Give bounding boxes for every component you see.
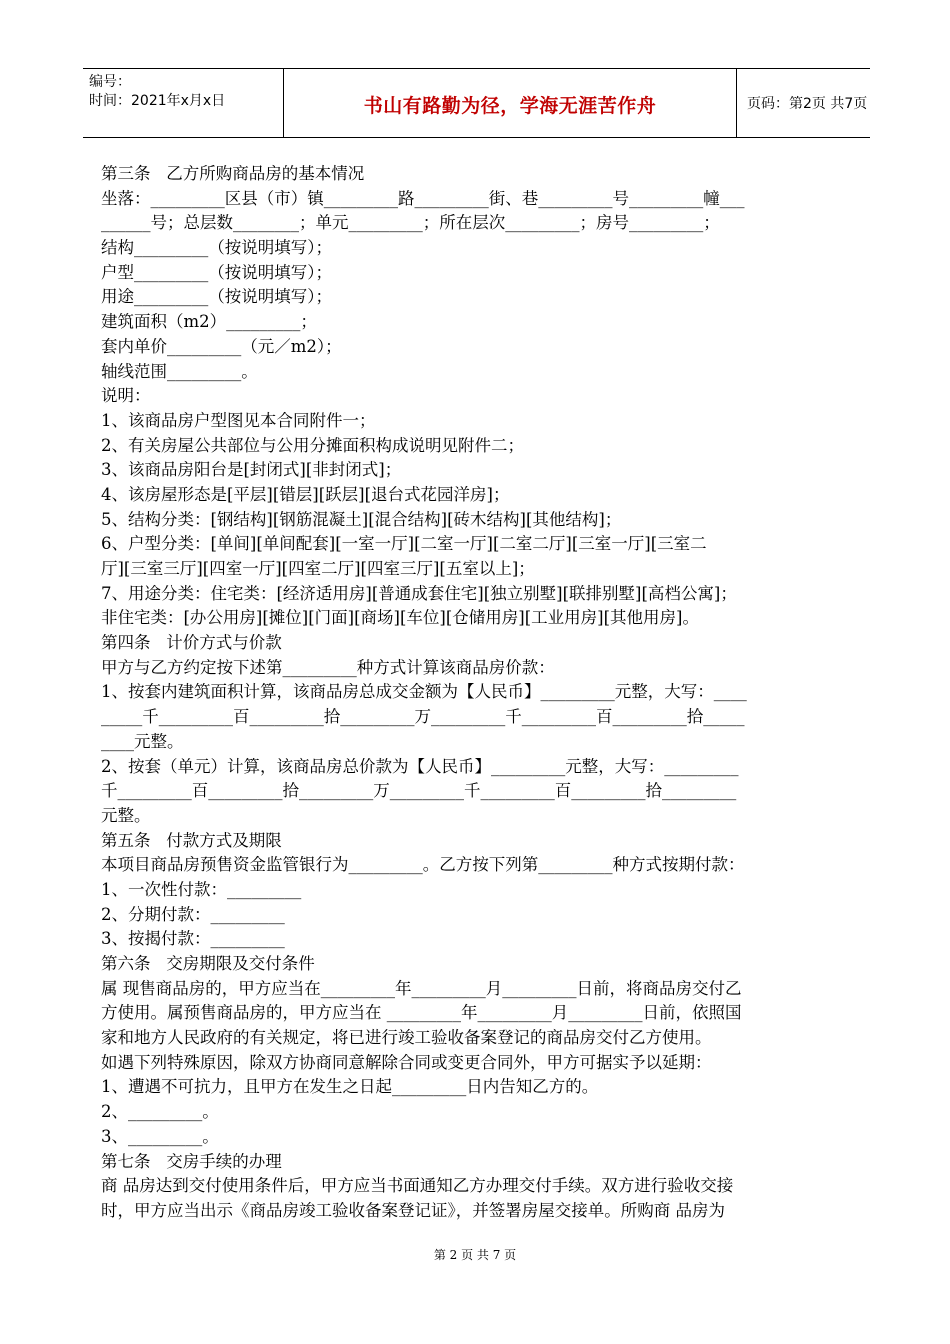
body-line: 套内单价_________（元／m2）； bbox=[101, 336, 342, 356]
body-line: 2、有关房屋公共部位与公用分摊面积构成说明见附件二； bbox=[101, 435, 524, 455]
page-header bbox=[83, 68, 870, 138]
header-page-number: 页码：第2页 共7页 bbox=[747, 96, 868, 112]
document-number-label: 编号： bbox=[89, 74, 131, 90]
body-line: 第五条 付款方式及期限 bbox=[101, 830, 282, 850]
body-line: 千_________百_________拾_________万_________千_________百_________拾_________ bbox=[101, 781, 737, 801]
body-line: 2、_________。 bbox=[101, 1102, 219, 1122]
body-line: 2、分期付款：_________ bbox=[101, 904, 285, 924]
body-line: 3、该商品房阳台是[封闭式][非封闭式]； bbox=[101, 460, 402, 480]
body-line: 建筑面积（m2）_________； bbox=[101, 312, 317, 332]
header-page-cell bbox=[737, 69, 870, 137]
body-line: 5、结构分类：[钢结构][钢筋混凝土][混合结构][砖木结构][其他结构]； bbox=[101, 509, 622, 529]
body-line: 6、户型分类：[单间][单间配套][一室一厅][二室一厅][二室二厅][三室一厅][三室二 bbox=[101, 534, 707, 554]
body-line: 家和地方人民政府的有关规定，将已进行竣工验收备案登记的商品房交付乙方使用。 bbox=[101, 1028, 712, 1048]
body-line: ______号；总层数________；单元_________；所在层次_________；房号_________； bbox=[101, 213, 720, 233]
body-line: 用途_________（按说明填写）； bbox=[101, 287, 332, 307]
body-line: 1、按套内建筑面积计算，该商品房总成交金额为【人民币】_________元整，大写：____ bbox=[101, 682, 747, 702]
body-line: 厅][三室三厅][四室一厅][四室二厅][四室三厅][五室以上]； bbox=[101, 559, 535, 578]
body-line: 时，甲方应当出示《商品房竣工验收备案登记证》，并签署房屋交接单。所购商 品房为 bbox=[101, 1200, 725, 1220]
body-line: 说明： bbox=[101, 386, 151, 406]
body-line: 1、遭遇不可抗力，且甲方在发生之日起_________日内告知乙方的。 bbox=[101, 1077, 599, 1097]
body-line: 2、按套（单元）计算，该商品房总价款为【人民币】_________元整，大写：_________ bbox=[101, 756, 739, 776]
body-line: 第七条 交房手续的办理 bbox=[101, 1151, 282, 1171]
body-line: 如遇下列特殊原因，除双方协商同意解除合同或变更合同外，甲方可据实予以延期： bbox=[101, 1052, 712, 1072]
body-line: 第六条 交房期限及交付条件 bbox=[101, 954, 315, 973]
body-line: 1、该商品房户型图见本合同附件一； bbox=[101, 410, 376, 430]
body-line: 第四条 计价方式与价款 bbox=[101, 633, 282, 653]
body-line: 结构_________（按说明填写）； bbox=[101, 238, 332, 258]
body-line: 3、_________。 bbox=[101, 1126, 219, 1146]
header-meta-cell bbox=[83, 69, 283, 137]
body-line: 坐落：_________区县（市）镇_________路_________街、巷_________号_________幢___ bbox=[101, 188, 745, 208]
header-motto: 书山有路勤为径，学海无涯苦作舟 bbox=[363, 95, 657, 117]
page-footer: 第 2 页 共 7 页 bbox=[433, 1248, 517, 1262]
body-line: 7、用途分类：住宅类：[经济适用房][普通成套住宅][独立别墅][联排别墅][高档公寓]； bbox=[101, 583, 737, 603]
body-line: 3、按揭付款：_________ bbox=[101, 929, 285, 949]
body-line: 1、一次性付款：_________ bbox=[101, 879, 302, 899]
body-line: 商 品房达到交付使用条件后，甲方应当书面通知乙方办理交付手续。双方进行验收交接 bbox=[101, 1176, 734, 1196]
document-time-label: 时间：2021年x月x日 bbox=[89, 93, 226, 109]
body-line: 属 现售商品房的，甲方应当在_________年_________月_________日前，将商品房交付乙 bbox=[101, 978, 742, 998]
body-line: ____元整。 bbox=[101, 731, 184, 751]
document-body bbox=[101, 162, 853, 1224]
body-line: 4、该房屋形态是[平层][错层][跃层][退台式花园洋房]； bbox=[101, 484, 510, 504]
body-line: 户型_________（按说明填写）； bbox=[101, 262, 332, 282]
body-line: 第三条 乙方所购商品房的基本情况 bbox=[101, 164, 365, 183]
body-line: 元整。 bbox=[101, 805, 151, 825]
body-line: 本项目商品房预售资金监管银行为_________。乙方按下列第_________种方式按期付款： bbox=[101, 855, 745, 875]
body-line: _____千_________百_________拾_________万_________千_________百_________拾_____ bbox=[101, 707, 745, 727]
header-motto-cell bbox=[283, 69, 737, 137]
body-line: 甲方与乙方约定按下述第_________种方式计算该商品房价款： bbox=[101, 657, 555, 677]
body-line: 非住宅类：[办公用房][摊位][门面][商场][车位][仓储用房][工业用房][其他用房]。 bbox=[101, 608, 699, 628]
body-line: 轴线范围_________。 bbox=[101, 361, 258, 381]
body-line: 方使用。属预售商品房的，甲方应当在 _________年_________月_________日前，依照国 bbox=[101, 1003, 742, 1023]
